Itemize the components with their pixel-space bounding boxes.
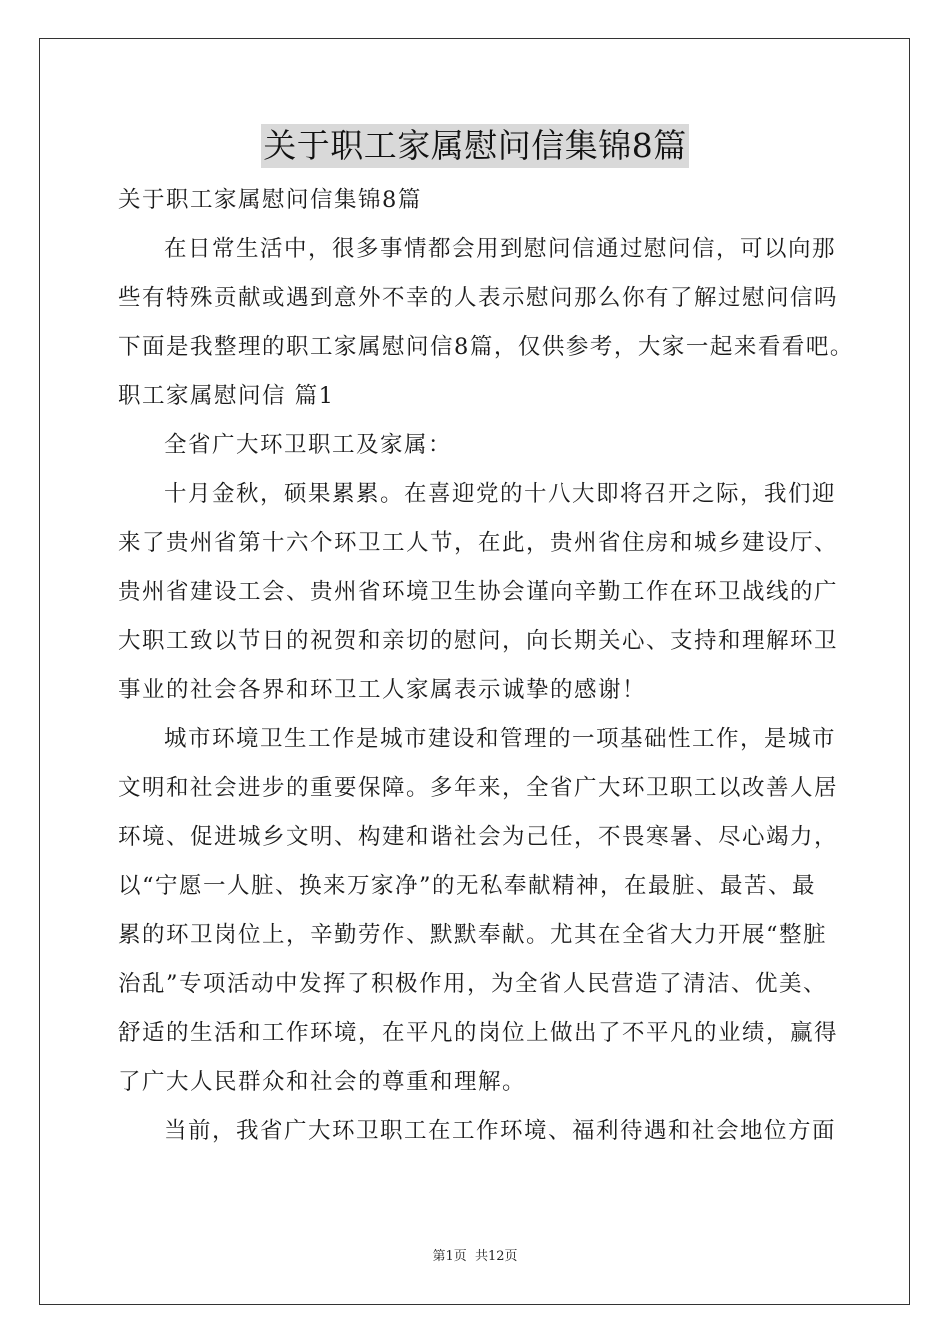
text-line: 大职工致以节日的祝贺和亲切的慰问，向长期关心、支持和理解环卫 [118,628,839,654]
text-line: 下面是我整理的职工家属慰问信8篇，仅供参考，大家一起来看看吧。 [118,334,854,360]
text-line: 以“宁愿一人脏、换来万家净”的无私奉献精神，在最脏、最苦、最 [118,873,817,899]
text-line: 治乱”专项活动中发挥了积极作用，为全省人民营造了清洁、优美、 [118,971,828,997]
document-title: 关于职工家属慰问信集锦8篇 [261,124,689,168]
text-line: 了广大人民群众和社会的尊重和理解。 [118,1069,527,1095]
text-line: 环境、促进城乡文明、构建和谐社会为己任，不畏寒暑、尽心竭力， [118,824,839,850]
text-line: 关于职工家属慰问信集锦8篇 [118,187,422,213]
page-footer [0,1247,950,1267]
text-line: 全省广大环卫职工及家属： [164,432,453,458]
text-line: 舒适的生活和工作环境，在平凡的岗位上做出了不平凡的业绩，赢得 [118,1020,839,1046]
page-total: 共12页 [474,1249,518,1264]
page-number: 第1页 [432,1249,467,1264]
text-line: 职工家属慰问信 篇1 [118,383,335,409]
text-line: 来了贵州省第十六个环卫工人节，在此，贵州省住房和城乡建设厅、 [118,530,839,556]
text-line: 贵州省建设工会、贵州省环境卫生协会谨向辛勤工作在环卫战线的广 [118,579,839,605]
text-line: 文明和社会进步的重要保障。多年来，全省广大环卫职工以改善人居 [118,775,839,801]
text-line: 在日常生活中，很多事情都会用到慰问信通过慰问信，可以向那 [164,236,837,262]
document-body [118,176,854,1156]
text-line: 十月金秋，硕果累累。在喜迎党的十八大即将召开之际，我们迎 [164,481,837,507]
title-container [0,124,950,168]
text-line: 累的环卫岗位上，辛勤劳作、默默奉献。尤其在全省大力开展“整脏 [118,922,828,948]
text-line: 事业的社会各界和环卫工人家属表示诚挚的感谢！ [118,677,647,703]
text-line: 当前，我省广大环卫职工在工作环境、福利待遇和社会地位方面 [164,1118,837,1144]
text-line: 城市环境卫生工作是城市建设和管理的一项基础性工作，是城市 [164,726,837,752]
text-line: 些有特殊贡献或遇到意外不幸的人表示慰问那么你有了解过慰问信吗 [118,285,839,311]
